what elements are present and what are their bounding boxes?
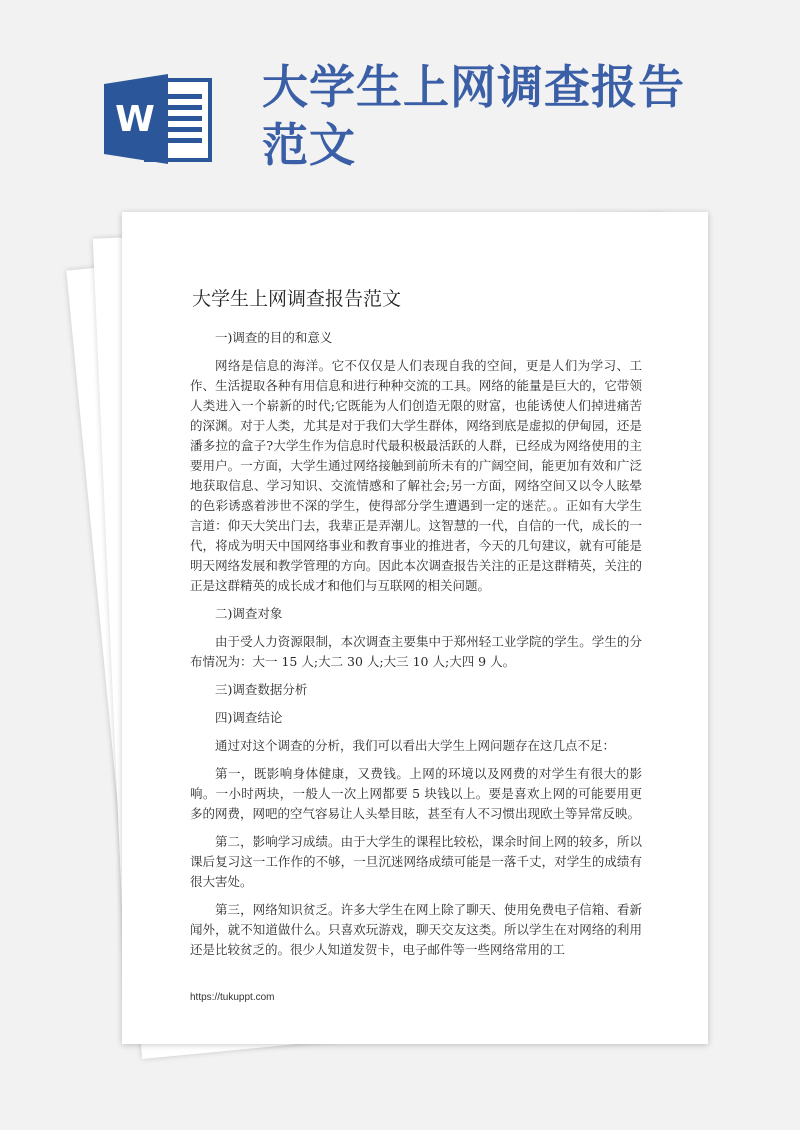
paragraph: 由于受人力资源限制，本次调查主要集中于郑州轻工业学院的学生。学生的分布情况为：大一 15 人;大二 30 人;大三 10 人;大四 9 人。 [190,634,642,669]
paragraph: 通过对这个调查的分析，我们可以看出大学生上网问题存在这几点不足： [215,738,616,753]
document-title: 大学生上网调查报告范文 [192,288,402,310]
paragraph: 网络是信息的海洋。它不仅仅是人们表现自我的空间，更是人们为学习、工作、生活提取各种有用信息和进行种种交流的工具。网络的能量是巨大的，它带领人类进入一个崭新的时代;它既能为人们创造无限的财富，也能诱使人们掉进痛苦的深渊。对于人类，尤其是对于我们大学生群体，网络到底是虚拟的伊甸园，还是潘多拉的盒子?大学生作为信息时代最积极最活跃的人群，已经成为网络使用的主要用户。一方面，大学生通过网络接触到前所未有的广阔空间，能更加有效和广泛地获取信息、学习知识、交流情感和了解社会;另一方面，网络空间又以令人眩晕的色彩诱惑着涉世不深的学生，使得部分学生遭遇到一定的迷茫。。正如有大学生言道：仰天大笑出门去，我辈正是弄潮儿。这智慧的一代，自信的一代，成长的一代，将成为明天中国网络事业和教育事业的推进者，今天的几句建议，就有可能是明天网络发展和教学管理的方向。因此本次调查报告关注的正是这群精英，关注的正是这群精英的成长成才和他们与互联网的相关问题。 [190,358,642,593]
section-heading: 一)调查的目的和意义 [215,330,333,345]
header-title: 大学生上网调查报告范文 [262,60,685,172]
paragraph: 第一，既影响身体健康，又费钱。上网的环境以及网费的对学生有很大的影响。一小时两块，一般人一次上网都要 5 块钱以上。要是喜欢上网的可能要用更多的网费，网吧的空气容易让人头晕目眩，甚至有人不习惯出现欧土等异常反映。 [190,766,642,821]
header [0,0,800,200]
paragraph: 第二，影响学习成绩。由于大学生的课程比较松，课余时间上网的较多，所以课后复习这一工作作的不够，一旦沉迷网络成绩可能是一落千丈，对学生的成绩有很大害处。 [190,834,642,889]
document-body [190,328,642,968]
section-heading: 四)调查结论 [215,710,283,725]
word-icon-letter: W [115,99,155,140]
word-document-icon [104,74,214,164]
section-heading: 三)调查数据分析 [215,682,308,697]
document-page [122,212,708,1044]
paragraph: 第三，网络知识贫乏。许多大学生在网上除了聊天、使用免费电子信箱、看新闻外，就不知道做什么。只喜欢玩游戏，聊天交友这类。所以学生在对网络的利用还是比较贫乏的。很少人知道发贺卡，电子邮件等一些网络常用的工 [190,902,642,957]
footer-link[interactable]: https://tukuppt.com [190,992,275,1003]
section-heading: 二)调查对象 [215,606,283,621]
